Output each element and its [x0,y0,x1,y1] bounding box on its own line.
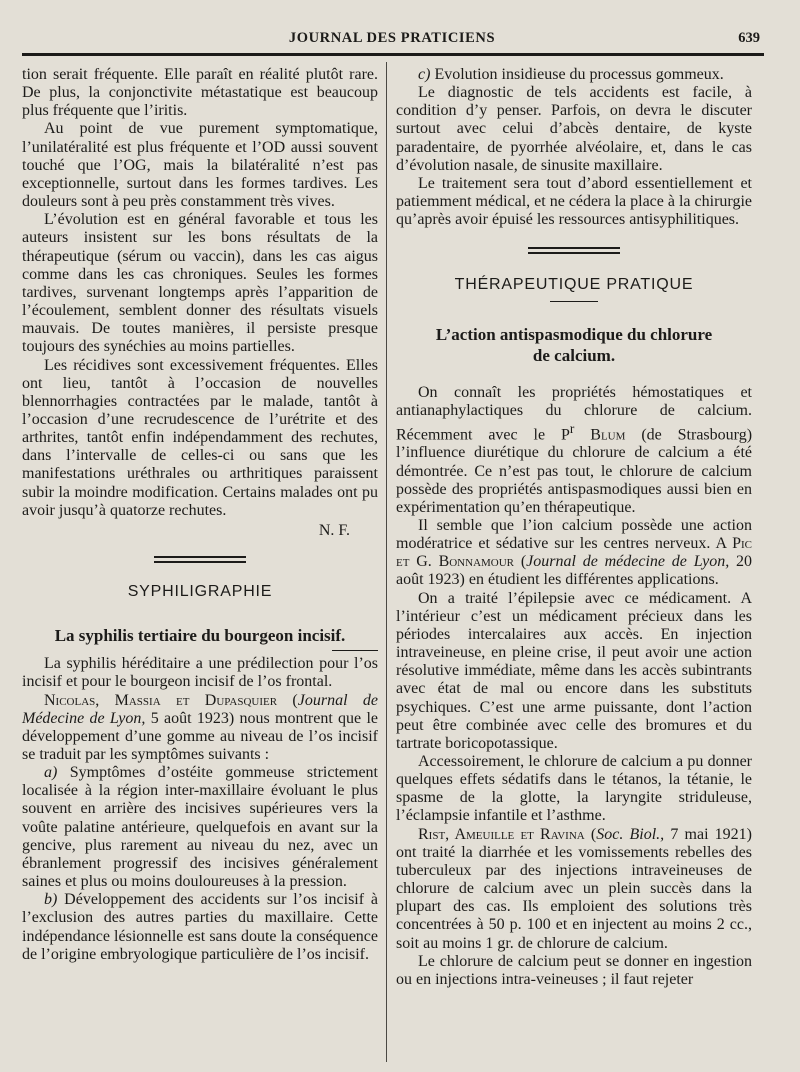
article-title-line: de calcium. [532,345,616,365]
item-text: Evolution insidieuse du processus gommeux. [434,66,724,83]
journal-reference: Journal de médecine de Lyon, [526,553,730,571]
list-item [22,891,378,964]
page-number: 639 [738,30,760,46]
running-title: JOURNAL DES PRATICIENS [288,30,496,46]
signature: N. F. [318,521,350,539]
paragraph: Il semble que l’ion calcium possède une action modératrice et sédative sur les centres nerveux. A Pic et G. Bonnamour (Journal de médecine de Lyon, 20 août 1923) en étudient les différentes applications. [396,516,753,589]
paragraph-text: 5 août 1923) nous montrent que le développement d’une gomme au niveau de l’os incisif se traduit par les symptômes suivants : [22,709,378,763]
item-text: Développement des accidents sur l’os incisif à l’exclusion des autres parties du maxillaire. Cette indépendance lésionnelle est sans doute la conséquence de l’origine embryologique particulière de l’os incisif. [22,891,379,963]
section-separator [154,556,246,563]
journal-reference: Journal de Médecine de Lyon, [22,691,378,727]
header-rule [22,53,764,56]
section-heading: THÉRAPEUTIQUE PRATIQUE [454,276,694,294]
item-text: Symptômes d’ostéite gommeuse strictement localisée à la région inter-maxillaire évoluant le plus souvent en arrière des incisives supérieures vers la voûte palatine antérieure, quelquefois en avant sur la gencive, plus rarement au niveau du nez, avec un ébranlement progressif des incisives généralement saines et plus ou moins douloureuses à la pression. [22,764,379,891]
left-column [22,66,378,964]
paragraph: Le traitement sera tout d’abord essentiellement et patiemment médical, et ne cédera la place à la chirurgie qu’après avoir épuisé les ressources antisyphilitiques. [396,174,752,229]
paragraph-text: Il semble que l’ion calcium possède une action modératrice et sédative sur les centres nerveux. A [396,516,752,553]
authors: Pic et G. Bonnamour [396,535,753,571]
right-column [396,66,752,989]
paragraph-text: (de Strasbourg) l’influence diurétique du chlorure de calcium a été démontrée. Ce n’est pas tout, le chlorure de calcium possède des propriétés antispasmodiques aussi bien en expérimentation qu’en thérapeutique. [396,426,753,516]
paragraph: Le diagnostic de tels accidents est facile, à condition d’y penser. Parfois, on devra le discuter surtout avec celui d’abcès dentaire, de kyste paradentaire, de pyorrhée alvéolaire, et, dans le cas d’évolution nasale, de sinusite maxillaire. [396,84,752,174]
paragraph [396,384,752,517]
journal-reference: Soc. Biol., [596,825,665,843]
list-item [396,66,752,84]
authors: Rist, Ameuille et Ravina [418,825,585,843]
article-title-line: L’action antispasmodique du chlorure [435,324,713,344]
list-item [22,764,378,891]
paragraph: Au point de vue purement symptomatique, l’unilatéralité est plus fréquente et l’OD aussi souvent touché que l’OG, mais la bilatéralité n’est pas exceptionnelle, surtout dans les formes tardives. Les douleurs sont à peu près constamment très vives. [22,120,378,211]
paragraph: Les récidives sont excessivement fréquentes. Elles ont lieu, tantôt à l’occasion de nouvelles blennorrhagies contractées par le malade, tantôt à l’occasion d’une recrudescence de l’urétrite et des arthrites, tantôt enfin indépendamment des rechutes, dans l’intervalle de celles-ci ou sans que les manifestations uréthrales ou arthritiques paraissent subir la moindre modification. Certains malades ont pu avoir jusqu’à quatorze rechutes. [22,356,378,519]
item-label: b) [44,891,58,909]
article-title [396,324,752,366]
section-heading: SYPHILIGRAPHIE [127,583,273,601]
paragraph: Le chlorure de calcium peut se donner en ingestion ou en injections intra-veineuses ; il faut rejeter [396,952,752,988]
item-label: a) [44,764,58,782]
item-label: c) [418,66,431,83]
paragraph: La syphilis héréditaire a une prédilection pour l’os incisif et pour le bourgeon incisif de l’os frontal. [22,655,378,691]
author-name: Blum [590,426,626,444]
paragraph: L’évolution est en général favorable et tous les auteurs insistent sur les bons résultats de la thérapeutique (sérum ou vaccin), dans les cas aigus comme dans les cas chroniques. Seules les formes tardives, survenant longtemps après l’apparition de l’écoulement, semblent donner des résultats visuels mauvais. De toutes manières, il persiste presque toujours des synéchies au moins partielles. [22,211,378,356]
paragraph-text: On connaît les propriétés hémostatiques et antianaphylactiques du chlorure de calcium. Récemment avec le P [396,383,752,444]
paragraph: Rist, Ameuille et Ravina (Soc. Biol., 7 mai 1921) ont traité la diarrhée et les vomissements rebelles des tuberculeux par des injections intraveineuses de chlorure de calcium avec un plein succès dans la plupart des cas. Ils emploient des solutions très concentrées à 50 p. 100 et en injectent au moins 2 cc., soit au moins 1 gr. de chlorure de calcium. [396,825,753,952]
superscript: r [569,420,575,436]
paragraph: Nicolas, Massia et Dupasquier (Journal de Médecine de Lyon, 5 août 1923) nous montrent que le développement d’une gomme au niveau de l’os incisif se traduit par les symptômes suivants : [22,691,378,763]
authors: Nicolas, Massia et Dupasquier [44,691,278,709]
column-divider [386,62,387,1062]
paragraph-text: 20 août 1923) en étudient les différentes applications. [396,553,753,589]
paragraph: On a traité l’épilepsie avec ce médicament. A l’intérieur c’est un médicament précieux dans les périodes intercalaires aux accès. En injection intraveineuse, en pleine crise, il peut avoir une action résolutive immédiate, même dans les accès subintrants avec état de mal ou encore dans les substituts psychiques. C’est une arme puissante, dont l’action peut être combinée avec celle des bromures et du tartrate boricopotassique. [396,589,752,752]
page-header [22,30,762,54]
section-separator [528,247,620,254]
paragraph-text: 7 mai 1921) ont traité la diarrhée et les vomissements rebelles des tuberculeux par des injections intraveineuses de chlorure de calcium avec un plein succès dans la plupart des cas. Ils emploient des solutions très concentrées à 50 p. 100 et en injectent au moins 2 cc., soit au moins 1 gr. de chlorure de calcium. [396,825,753,952]
article-title: La syphilis tertiaire du bourgeon incisif. [54,626,346,646]
paragraph: tion serait fréquente. Elle paraît en réalité plutôt rare. De plus, la conjonctivite métastatique est beaucoup plus fréquente que l’iritis. [22,66,378,120]
paragraph: Accessoirement, le chlorure de calcium a pu donner quelques effets sédatifs dans le tétanos, la tétanie, le spasme de la glotte, la laryngite striduleuse, l’éclampsie infantile et l’asthme. [396,753,752,825]
